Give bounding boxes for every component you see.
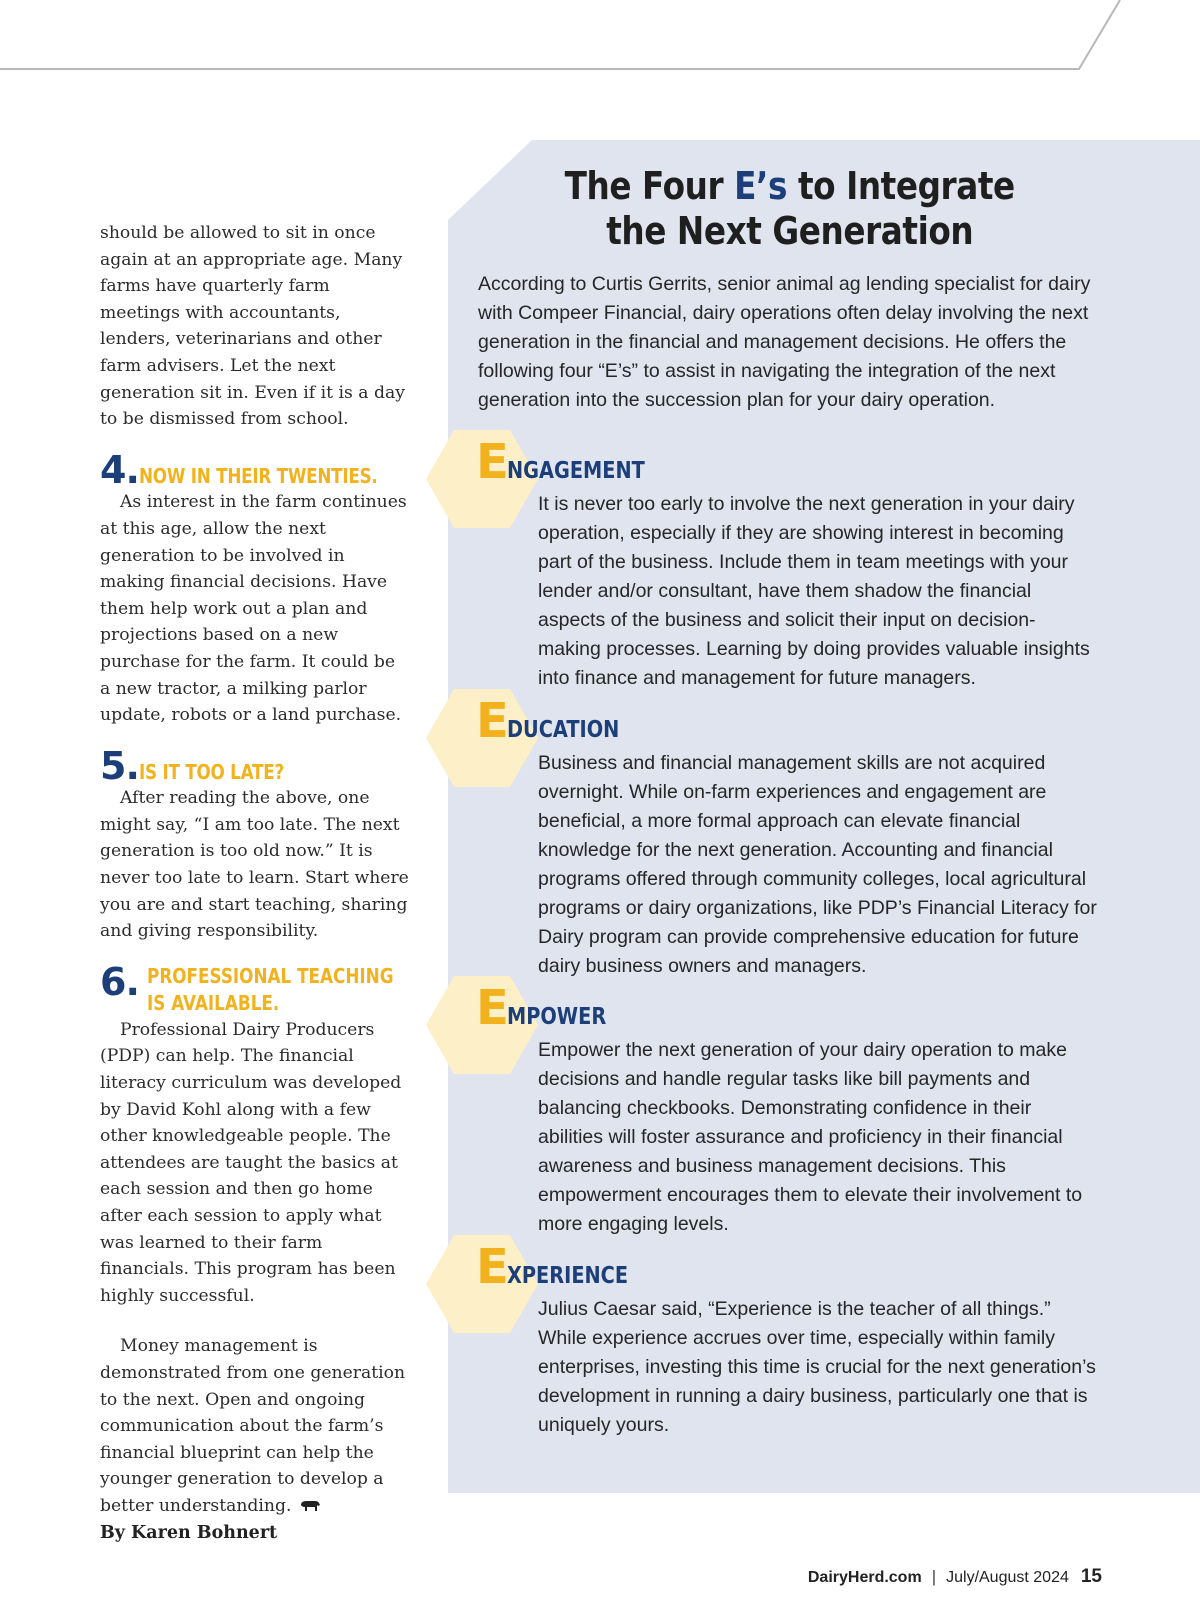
e-body: Julius Caesar said, “Experience is the teacher of all things.” While experience accrues over time, especially within family enterprises, investing this time is crucial for the next generation’s development in running a dairy business, particularly one that is uniquely yours. — [538, 1298, 1096, 1436]
footer-date: July/August 2024 — [946, 1569, 1069, 1586]
intro-paragraph: should be allowed to sit in once again at an appropriate age. Many farms have quarterly farm meetings with accountants, lenders, veterinarians and other farm advisers. Let the next generation sit in. Even if it is a day to be dismissed from school. — [100, 223, 405, 430]
section-title-line: IS AVAILABLE. — [146, 990, 280, 1015]
cow-icon — [299, 1499, 321, 1513]
closing-text: Money management is demonstrated from one generation to the next. Open and ongoing communication about the farm’s financial blueprint can help the younger generation to develop a better understanding. — [100, 1336, 406, 1516]
title-line2: the Next Generation — [606, 209, 974, 253]
section-6-body: Professional Dairy Producers (PDP) can help. The financial literacy curriculum was developed by David Kohl along with a few other knowledgeable people. The attendees are taught the basics at each session and then go home after each session to apply what was learned to their farm financials. This program has been highly successful. — [100, 1019, 402, 1306]
e-body: It is never too early to involve the next generation in your dairy operation, especially if they are showing interest in becoming part of the business. Include them in team meetings with your lender and/or consultant, have them shadow the financial aspects of the business and solicit their input on decision-making processes. Learning by doing provides valuable insights into finance and management for future managers. — [538, 493, 1090, 689]
section-title: NOW IN THEIR TWENTIES. — [138, 463, 378, 488]
section-5-body: After reading the above, one might say, “I am too late. The next generation is too old now.” It is never too late to learn. Start where you are and start teaching, sharing and giving responsibility. — [100, 788, 409, 942]
section-title — [147, 963, 394, 1017]
e-heading — [476, 980, 625, 1036]
section-4-body: As interest in the farm continues at this age, allow the next generation to be involved in making financial decisions. Have them help work out a plan and projections based on a new purchase for the farm. It could be a new tractor, a milking parlor update, robots or a land purchase. — [100, 492, 407, 726]
e-body: Empower the next generation of your dairy operation to make decisions and handle regular tasks like bill payments and balancing checkbooks. Demonstrating confidence in their abilities will foster assurance and proficiency in their financial awareness and business management decisions. This empowerment encourages them to elevate their involvement to more engaging levels. — [538, 1039, 1083, 1235]
e-heading-rest: DUCATION — [506, 717, 620, 743]
section-number: 5. — [100, 743, 139, 788]
footer-site[interactable]: DairyHerd.com — [807, 1569, 922, 1586]
e-initial: E — [476, 693, 507, 749]
e-heading-rest: NGAGEMENT — [506, 458, 645, 484]
e-heading-rest: XPERIENCE — [506, 1263, 628, 1289]
e-body: Business and financial management skills are not acquired overnight. While on-farm experiences and engagement are beneficial, a more formal approach can elevate financial knowledge for the next generation. Accounting and financial programs offered through community colleges, local agricultural programs or dairy organizations, like PDP’s Financial Literacy for Dairy program can provide comprehensive education for future dairy business owners and managers. — [538, 752, 1097, 977]
e-heading — [476, 693, 641, 749]
closing-paragraph — [100, 1333, 410, 1519]
section-title: IS IT TOO LATE? — [138, 759, 284, 784]
section-title-line: PROFESSIONAL TEACHING — [146, 963, 394, 988]
e-heading — [476, 1239, 651, 1295]
section-5-heading — [100, 743, 410, 788]
section-number: 4. — [100, 447, 139, 492]
sidebar-title — [470, 164, 1110, 254]
title-text: The Four — [564, 164, 735, 208]
section-4-heading — [100, 447, 410, 492]
e-heading-rest: MPOWER — [506, 1004, 606, 1030]
e-heading — [476, 434, 671, 490]
page-footer — [808, 1566, 1102, 1588]
title-accent: E’s — [734, 164, 788, 208]
header-rule — [0, 0, 1200, 80]
section-number: 6. — [100, 959, 139, 1004]
article-left-column — [100, 220, 410, 1546]
e-initial: E — [476, 980, 507, 1036]
title-text: to Integrate — [787, 164, 1016, 208]
byline: By Karen Bohnert — [100, 1522, 278, 1543]
sidebar-intro: According to Curtis Gerrits, senior animal ag lending specialist for dairy with Compeer Financial, dairy operations often delay involving the next generation in the financial and management decisions. He offers the following four “E’s” to assist in navigating the integration of the next generation into the succession plan for your dairy operation. — [478, 273, 1091, 411]
page-number: 15 — [1080, 1566, 1102, 1587]
e-initial: E — [476, 1239, 507, 1295]
footer-separator: | — [931, 1567, 937, 1586]
e-initial: E — [476, 434, 507, 490]
section-6-heading — [100, 959, 410, 1017]
